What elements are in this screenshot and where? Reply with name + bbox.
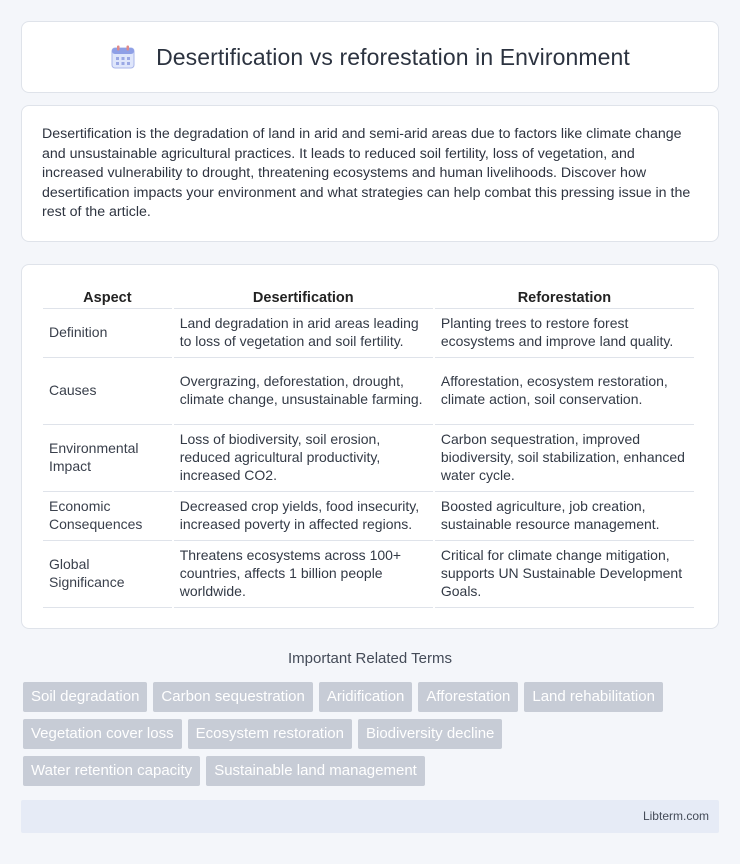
table-row	[43, 425, 694, 492]
row-aspect: Global Significance	[43, 541, 172, 608]
comparison-card	[21, 264, 719, 629]
row-aspect: Environmental Impact	[43, 425, 172, 492]
reforestation-cell: Critical for climate change mitigation, supports UN Sustainable Development Goals.	[435, 541, 694, 608]
page-title: Desertification vs reforestation in Environment	[156, 43, 630, 70]
desertification-cell: Threatens ecosystems across 100+ countries, affects 1 billion people worldwide.	[174, 541, 433, 608]
related-term-tag[interactable]: Biodiversity decline	[358, 719, 502, 749]
comparison-table	[41, 285, 696, 608]
related-terms-list	[23, 682, 723, 793]
table-row	[43, 358, 694, 425]
tag-row	[23, 719, 723, 749]
column-header-desertification: Desertification	[174, 285, 433, 309]
footer-site-link[interactable]: Libterm.com	[642, 809, 709, 823]
row-aspect: Causes	[43, 358, 172, 425]
reforestation-cell: Afforestation, ecosystem restoration, climate action, soil conservation.	[435, 358, 694, 425]
desertification-cell: Decreased crop yields, food insecurity, increased poverty in affected regions.	[174, 492, 433, 541]
related-term-tag[interactable]: Soil degradation	[23, 682, 147, 712]
footer	[21, 800, 719, 833]
related-term-tag[interactable]: Ecosystem restoration	[188, 719, 352, 749]
related-term-tag[interactable]: Sustainable land management	[206, 756, 425, 786]
row-aspect: Economic Consequences	[43, 492, 172, 541]
desertification-cell: Land degradation in arid areas leading to loss of vegetation and soil fertility.	[174, 309, 433, 358]
column-header-reforestation: Reforestation	[435, 285, 694, 309]
tag-row	[23, 682, 723, 712]
related-term-tag[interactable]: Water retention capacity	[23, 756, 200, 786]
calendar-icon	[110, 44, 136, 70]
table-row	[43, 492, 694, 541]
row-aspect: Definition	[43, 309, 172, 358]
table-header-row	[43, 285, 694, 309]
related-terms-title: Important Related Terms	[288, 650, 452, 667]
related-term-tag[interactable]: Afforestation	[418, 682, 518, 712]
desertification-cell: Loss of biodiversity, soil erosion, reduced agricultural productivity, increased CO2.	[174, 425, 433, 492]
reforestation-cell: Carbon sequestration, improved biodiversity, soil stabilization, enhanced water cycle.	[435, 425, 694, 492]
reforestation-cell: Boosted agriculture, job creation, sustainable resource management.	[435, 492, 694, 541]
related-term-tag[interactable]: Land rehabilitation	[524, 682, 663, 712]
related-term-tag[interactable]: Aridification	[319, 682, 413, 712]
table-row	[43, 309, 694, 358]
related-term-tag[interactable]: Vegetation cover loss	[23, 719, 182, 749]
tag-row	[23, 756, 723, 786]
intro-card	[21, 105, 719, 242]
related-term-tag[interactable]: Carbon sequestration	[153, 682, 312, 712]
reforestation-cell: Planting trees to restore forest ecosystems and improve land quality.	[435, 309, 694, 358]
intro-text: Desertification is the degradation of land in arid and semi-arid areas due to factors like climate change and unsustainable agricultural practices. It leads to reduced soil fertility, loss of vegetation, and increased vulnerability to drought, threatening ecosystems and human livelihoods. Discover how desertification impacts your environment and what strategies can help combat this pressing issue in the rest of the article.	[42, 126, 691, 221]
desertification-cell: Overgrazing, deforestation, drought, climate change, unsustainable farming.	[174, 358, 433, 425]
table-row	[43, 541, 694, 608]
column-header-aspect: Aspect	[43, 285, 172, 309]
title-card	[21, 21, 719, 93]
